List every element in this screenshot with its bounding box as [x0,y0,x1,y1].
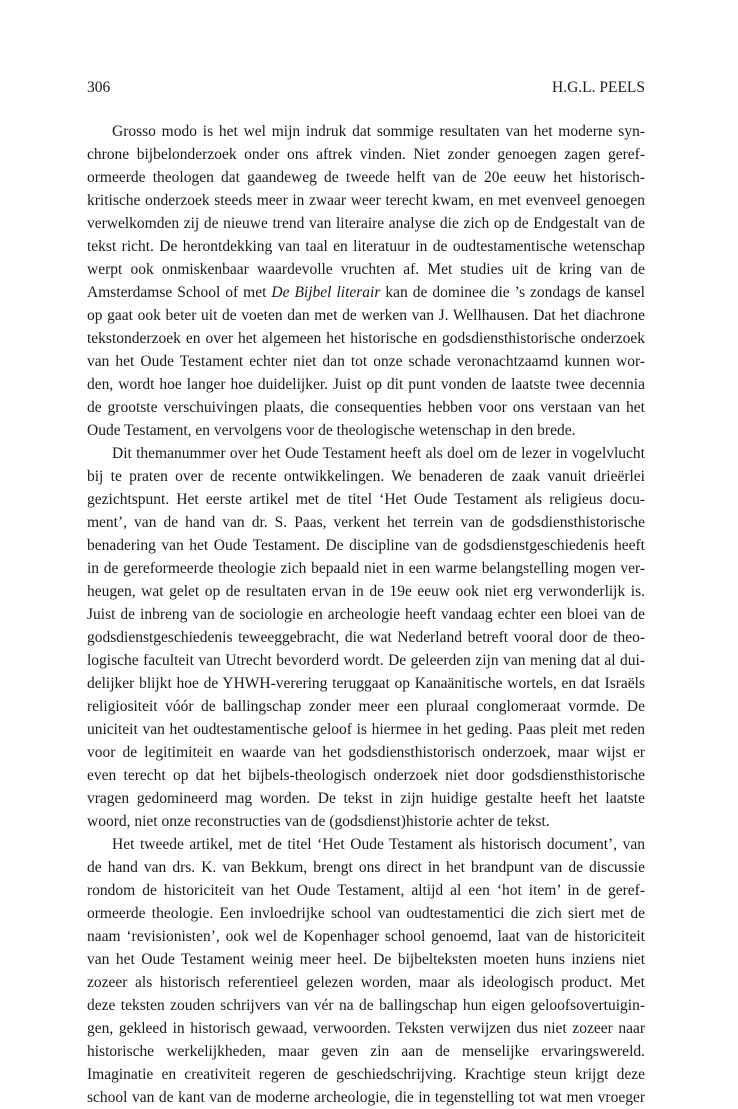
paragraph [87,442,645,833]
text-segment: bij te praten over de recente ontwikkelingen. We benaderen de zaak vanuit drieërlei [87,468,645,485]
text-line [87,810,645,833]
text-line [87,488,645,511]
text-segment: Amsterdamse School of met [87,284,272,301]
text-line [87,672,645,695]
text-line [87,534,645,557]
text-segment: zozeer als historisch referentieel gelezen worden, maar als ideologisch product. Met [87,974,645,991]
text-line [87,1086,645,1109]
text-line [87,1040,645,1063]
text-line [87,557,645,580]
text-segment: van het Oude Testament echter niet dan tot onze schade veronachtzaamd kunnen wor- [87,353,645,370]
text-segment: kritische onderzoek steeds meer in zwaar weer terecht kwam, en met evenveel genoegen [87,192,645,209]
text-segment: vragen gedomineerd mag worden. De tekst in zijn huidige gestalte heeft het laatste [87,790,645,807]
text-line [87,626,645,649]
text-segment: verwelkomden zij de nieuwe trend van literaire analyse die zich op de Endgestalt van de [87,215,645,232]
text-line [87,350,645,373]
text-line [87,281,645,304]
text-line [87,304,645,327]
text-line [87,327,645,350]
book-title-italic: De Bijbel literair [271,284,381,301]
text-line [87,603,645,626]
text-line [87,396,645,419]
text-segment: rondom de historiciteit van het Oude Testament, altijd al een ‘hot item’ in de geref- [87,882,645,899]
text-line [87,695,645,718]
text-segment: benadering van het Oude Testament. De discipline van de godsdienstgeschiedenis heeft [87,537,645,554]
text-segment: tekst richt. De herontdekking van taal en literatuur in de oudtestamentische wetenschap [87,238,645,255]
text-line [87,465,645,488]
text-line [87,764,645,787]
text-segment: school van de kant van de moderne archeologie, die in tegenstelling tot wat men vroeger [87,1089,645,1106]
text-line [87,120,645,143]
text-segment: Grosso modo is het wel mijn indruk dat sommige resultaten van het moderne syn- [112,123,645,140]
text-line [87,1063,645,1086]
text-line [87,787,645,810]
text-segment: ormeerde theologen dat gaandeweg de tweede helft van de 20e eeuw het historisch- [87,169,645,186]
text-segment: op gaat ook beter uit de voeten dan met de werken van J. Wellhausen. Dat het diachrone [87,307,645,324]
text-segment: Imaginatie en creativiteit regeren de geschiedschrijving. Krachtige steun krijgt deze [87,1066,645,1083]
running-header [87,78,645,98]
body-text [87,120,645,1109]
text-line [87,994,645,1017]
text-line [87,971,645,994]
text-line [87,649,645,672]
text-segment: ment’, van de hand van dr. S. Paas, verkent het terrein van de godsdiensthistorische [87,514,645,531]
paragraph [87,120,645,442]
text-segment: naam ‘revisionisten’, ook wel de Kopenhager school genoemd, laat van de historiciteit [87,928,645,945]
text-line [87,189,645,212]
text-segment: godsdienstgeschiedenis teweeggebracht, die wat Nederland betreft vooral door de theo- [87,629,645,646]
text-segment: gen, gekleed in historisch gewaad, verwoorden. Teksten verwijzen dus niet zozeer naar [87,1020,645,1037]
text-segment: religiositeit vóór de ballingschap zonder meer een pluraal conglomeraat vormde. De [87,698,645,715]
text-line [87,419,645,442]
text-segment: in de gereformeerde theologie zich bepaald niet in een warme belangstelling mogen ver- [87,560,645,577]
text-line [87,235,645,258]
text-segment: heugen, wat gelet op de resultaten ervan in de 19e eeuw ook niet erg verwonderlijk is. [87,583,645,600]
text-segment: werpt ook onmiskenbaar waardevolle vruchten af. Met studies uit de kring van de [87,261,645,278]
text-line [87,166,645,189]
text-segment: Het tweede artikel, met de titel ‘Het Oude Testament als historisch document’, van [112,836,645,853]
text-segment: Dit themanummer over het Oude Testament heeft als doel om de lezer in vogelvlucht [112,445,645,462]
text-line [87,442,645,465]
text-line [87,143,645,166]
text-line [87,925,645,948]
text-line [87,948,645,971]
text-segment: van het Oude Testament weinig meer heel. De bijbelteksten moeten huns inziens niet [87,951,645,968]
text-segment: even terecht op dat het bijbels-theologisch onderzoek niet door godsdiensthistorische [87,767,645,784]
text-line [87,373,645,396]
text-line [87,580,645,603]
text-line [87,902,645,925]
text-line [87,511,645,534]
text-segment: Oude Testament, en vervolgens voor de theologische wetenschap in den brede. [87,422,576,439]
text-segment: den, wordt hoe langer hoe duidelijker. Juist op dit punt vonden de laatste twee decennia [87,376,645,393]
text-segment: ormeerde theologie. Een invloedrijke school van oudtestamentici die zich siert met de [87,905,645,922]
text-line [87,833,645,856]
text-line [87,212,645,235]
text-segment: de hand van drs. K. van Bekkum, brengt ons direct in het brandpunt van de discussie [87,859,645,876]
text-segment: deze teksten zouden schrijvers van vér na de ballingschap hun eigen geloofsovertuigin- [87,997,645,1014]
text-segment: Juist de inbreng van de sociologie en archeologie heeft vandaag echter een bloei van de [87,606,645,623]
text-segment: chrone bijbelonderzoek onder ons aftrek vinden. Niet zonder genoegen zagen geref- [87,146,645,163]
text-line [87,856,645,879]
text-segment: woord, niet onze reconstructies van de (godsdienst)historie achter de tekst. [87,813,550,830]
text-line [87,718,645,741]
text-segment: de grootste verschuivingen plaats, die consequenties hebben voor ons verstaan van het [87,399,645,416]
text-segment: tekstonderzoek en over het algemeen het historische en godsdiensthistorische onderzoek [87,330,645,347]
text-segment: historische werkelijkheden, maar geven zin aan de menselijke ervaringswereld. [87,1043,645,1060]
text-line [87,258,645,281]
text-line [87,879,645,902]
text-segment: uniciteit van het oudtestamentische geloof is hiermee in het geding. Paas pleit met reden [87,721,645,738]
page-number: 306 [87,79,111,96]
text-line [87,741,645,764]
text-segment: delijker blijkt hoe de YHWH-verering teruggaat op Kanaänitische wortels, en dat Israëls [87,675,645,692]
text-segment: kan de dominee die ’s zondags de kansel [380,284,645,301]
text-segment: logische faculteit van Utrecht bevorderd wordt. De geleerden zijn van mening dat al dui- [87,652,645,669]
text-segment: voor de legitimiteit en waarde van het godsdiensthistorisch onderzoek, maar wijst er [87,744,645,761]
text-line [87,1017,645,1040]
running-head-author: H.G.L. PEELS [552,79,645,96]
text-segment: gezichtspunt. Het eerste artikel met de titel ‘Het Oude Testament als religieus docu- [87,491,645,508]
